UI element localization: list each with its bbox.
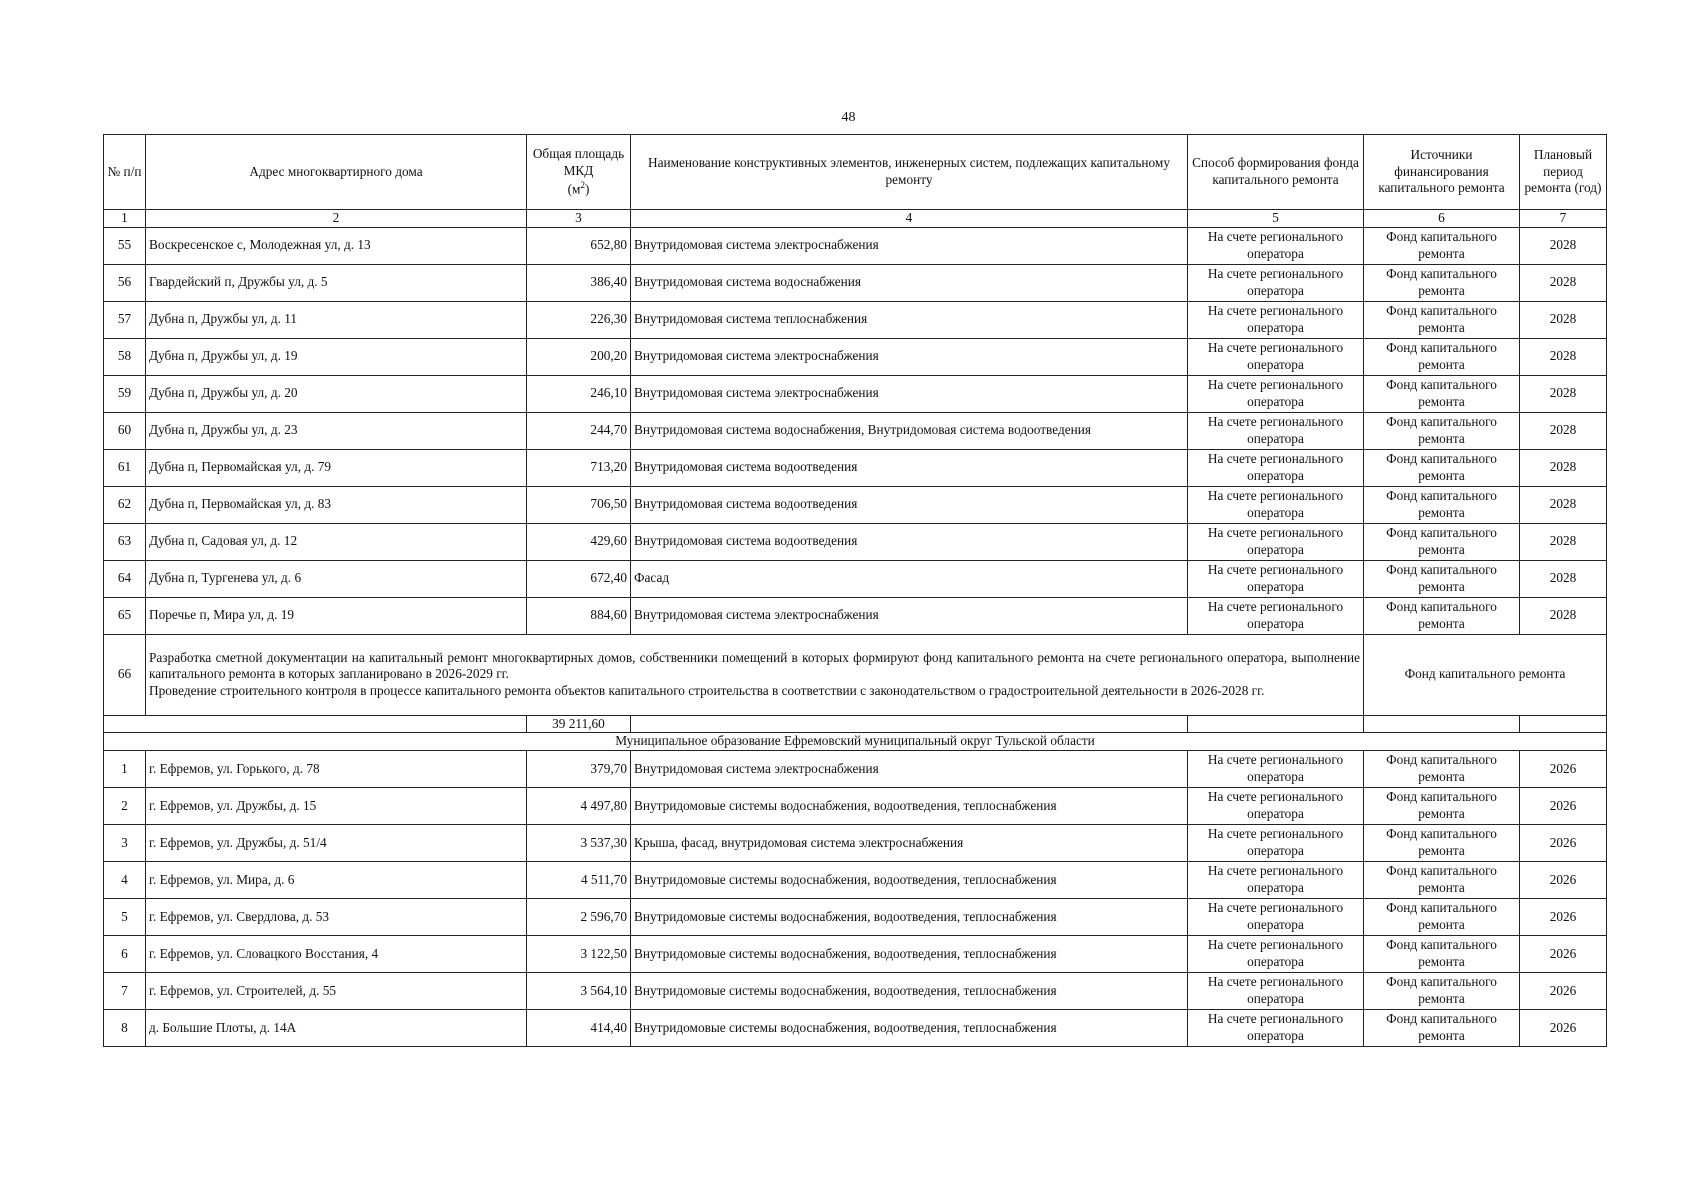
row-address: Дубна п, Дружбы ул, д. 11 [146, 301, 527, 338]
table-row [104, 412, 1607, 449]
row-method: На счете регионального оператора [1188, 523, 1364, 560]
row-num: 56 [104, 264, 146, 301]
row-source: Фонд капитального ремонта [1364, 375, 1520, 412]
table-row [104, 486, 1607, 523]
row-source: Фонд капитального ремонта [1364, 972, 1520, 1009]
row-method: На счете регионального оператора [1188, 750, 1364, 787]
row-year: 2026 [1520, 787, 1607, 824]
header-elements: Наименование конструктивных элементов, инженерных систем, подлежащих капитальному ремонту [631, 135, 1188, 210]
row-elements: Внутридомовая система водоотведения [631, 523, 1188, 560]
row-area: 706,50 [527, 486, 631, 523]
header-area [527, 135, 631, 210]
row-area: 3 564,10 [527, 972, 631, 1009]
row-elements: Фасад [631, 560, 1188, 597]
row-method: На счете регионального оператора [1188, 560, 1364, 597]
row-area: 226,30 [527, 301, 631, 338]
row-method: На счете регионального оператора [1188, 597, 1364, 634]
row-year: 2026 [1520, 824, 1607, 861]
row-year: 2028 [1520, 412, 1607, 449]
table-row [104, 227, 1607, 264]
row-area: 713,20 [527, 449, 631, 486]
header-period: Плановый период ремонта (год) [1520, 135, 1607, 210]
row-area: 652,80 [527, 227, 631, 264]
row-address: Дубна п, Дружбы ул, д. 23 [146, 412, 527, 449]
row-address: Дубна п, Тургенева ул, д. 6 [146, 560, 527, 597]
header-row [104, 135, 1607, 210]
row-num: 57 [104, 301, 146, 338]
row-area: 3 537,30 [527, 824, 631, 861]
row-num: 4 [104, 861, 146, 898]
row-source: Фонд капитального ремонта [1364, 935, 1520, 972]
row-num: 8 [104, 1009, 146, 1046]
row-address: г. Ефремов, ул. Мира, д. 6 [146, 861, 527, 898]
row-address: Дубна п, Первомайская ул, д. 83 [146, 486, 527, 523]
row-area: 200,20 [527, 338, 631, 375]
row-elements: Внутридомовая система водоснабжения [631, 264, 1188, 301]
column-number-row [104, 210, 1607, 228]
row-source: Фонд капитального ремонта [1364, 597, 1520, 634]
header-area-unit: (м [567, 181, 581, 197]
page-number: 48 [841, 110, 856, 125]
row-num: 65 [104, 597, 146, 634]
row-elements: Внутридомовая система водоотведения [631, 449, 1188, 486]
total-empty-cell [1364, 715, 1520, 733]
row-source: Фонд капитального ремонта [1364, 523, 1520, 560]
row-source: Фонд капитального ремонта [1364, 560, 1520, 597]
row-area: 4 497,80 [527, 787, 631, 824]
row-66-text [146, 634, 1364, 715]
row-address: г. Ефремов, ул. Свердлова, д. 53 [146, 898, 527, 935]
row-address: Поречье п, Мира ул, д. 19 [146, 597, 527, 634]
row-elements: Внутридомовая система электроснабжения [631, 750, 1188, 787]
row-num: 5 [104, 898, 146, 935]
table-row [104, 1009, 1607, 1046]
row-year: 2028 [1520, 264, 1607, 301]
row-area: 379,70 [527, 750, 631, 787]
row-year: 2026 [1520, 750, 1607, 787]
total-row [104, 715, 1607, 733]
row-area: 2 596,70 [527, 898, 631, 935]
total-empty-cell [1520, 715, 1607, 733]
row-area: 246,10 [527, 375, 631, 412]
column-number: 4 [631, 210, 1188, 228]
row-method: На счете регионального оператора [1188, 898, 1364, 935]
total-area: 39 211,60 [527, 715, 631, 733]
row-method: На счете регионального оператора [1188, 861, 1364, 898]
row-method: На счете регионального оператора [1188, 449, 1364, 486]
row-66-text-2: Проведение строительного контроля в процессе капитального ремонта объектов капитального строительства в соответствии с законодательством о градостроительной деятельности в 2026-2028 гг. [149, 682, 1265, 698]
row-year: 2028 [1520, 227, 1607, 264]
row-method: На счете регионального оператора [1188, 412, 1364, 449]
row-elements: Внутридомовая система электроснабжения [631, 227, 1188, 264]
table-row [104, 375, 1607, 412]
row-elements: Внутридомовые системы водоснабжения, водоотведения, теплоснабжения [631, 787, 1188, 824]
municipality-title: Муниципальное образование Ефремовский муниципальный округ Тульской области [104, 733, 1607, 751]
row-source: Фонд капитального ремонта [1364, 486, 1520, 523]
row-num: 3 [104, 824, 146, 861]
row-source: Фонд капитального ремонта [1364, 750, 1520, 787]
row-num: 64 [104, 560, 146, 597]
header-source: Источники финансирования капитального ремонта [1364, 135, 1520, 210]
column-number: 7 [1520, 210, 1607, 228]
header-area-unit-close: ) [584, 181, 590, 197]
row-area: 429,60 [527, 523, 631, 560]
table-row [104, 301, 1607, 338]
row-year: 2028 [1520, 301, 1607, 338]
column-number: 6 [1364, 210, 1520, 228]
capital-repair-table [103, 134, 1607, 1047]
row-num: 7 [104, 972, 146, 1009]
row-source: Фонд капитального ремонта [1364, 264, 1520, 301]
row-year: 2028 [1520, 486, 1607, 523]
row-method: На счете регионального оператора [1188, 935, 1364, 972]
table-row [104, 824, 1607, 861]
row-area: 244,70 [527, 412, 631, 449]
row-area: 386,40 [527, 264, 631, 301]
row-method: На счете регионального оператора [1188, 824, 1364, 861]
total-empty-cell [631, 715, 1188, 733]
table-row [104, 597, 1607, 634]
row-elements: Крыша, фасад, внутридомовая система электроснабжения [631, 824, 1188, 861]
row-num: 1 [104, 750, 146, 787]
row-elements: Внутридомовая система электроснабжения [631, 375, 1188, 412]
total-label-cell [104, 715, 527, 733]
row-method: На счете регионального оператора [1188, 264, 1364, 301]
row-address: Дубна п, Первомайская ул, д. 79 [146, 449, 527, 486]
row-area: 4 511,70 [527, 861, 631, 898]
row-num: 59 [104, 375, 146, 412]
row-method: На счете регионального оператора [1188, 486, 1364, 523]
header-area-unit-sup: 2 [580, 179, 585, 190]
row-method: На счете регионального оператора [1188, 338, 1364, 375]
table-row [104, 560, 1607, 597]
row-num: 58 [104, 338, 146, 375]
row-num: 62 [104, 486, 146, 523]
row-source: Фонд капитального ремонта [1364, 1009, 1520, 1046]
row-area: 884,60 [527, 597, 631, 634]
row-address: д. Большие Плоты, д. 14А [146, 1009, 527, 1046]
row-num: 63 [104, 523, 146, 560]
row-address: г. Ефремов, ул. Строителей, д. 55 [146, 972, 527, 1009]
row-address: г. Ефремов, ул. Горького, д. 78 [146, 750, 527, 787]
header-address: Адрес многоквартирного дома [146, 135, 527, 210]
row-elements: Внутридомовая система электроснабжения [631, 597, 1188, 634]
row-method: На счете регионального оператора [1188, 301, 1364, 338]
row-year: 2028 [1520, 338, 1607, 375]
row-year: 2026 [1520, 861, 1607, 898]
municipality-row [104, 733, 1607, 751]
row-num: 55 [104, 227, 146, 264]
row-method: На счете регионального оператора [1188, 787, 1364, 824]
table-row [104, 787, 1607, 824]
row-year: 2026 [1520, 1009, 1607, 1046]
row-source: Фонд капитального ремонта [1364, 861, 1520, 898]
row-elements: Внутридомовая система электроснабжения [631, 338, 1188, 375]
row-66-text-1: Разработка сметной документации на капитальный ремонт многоквартирных домов, собственники помещений в которых формируют фонд капитального ремонта на счете регионального оператора, выполнение капитального ремонта в которых запланировано в 2026-2029 гг. [149, 649, 1360, 682]
row-elements: Внутридомовые системы водоснабжения, водоотведения, теплоснабжения [631, 861, 1188, 898]
row-address: Дубна п, Дружбы ул, д. 19 [146, 338, 527, 375]
table-row [104, 523, 1607, 560]
row-source: Фонд капитального ремонта [1364, 338, 1520, 375]
rows-section-b [104, 750, 1607, 1046]
row-elements: Внутридомовая система водоснабжения, Внутридомовая система водоотведения [631, 412, 1188, 449]
header-area-label: Общая площадь МКД [532, 146, 625, 178]
row-year: 2028 [1520, 560, 1607, 597]
row-elements: Внутридомовые системы водоснабжения, водоотведения, теплоснабжения [631, 1009, 1188, 1046]
row-area: 414,40 [527, 1009, 631, 1046]
header-method: Способ формирования фонда капитального ремонта [1188, 135, 1364, 210]
column-number: 5 [1188, 210, 1364, 228]
row-year: 2026 [1520, 935, 1607, 972]
row-66 [104, 634, 1607, 715]
row-method: На счете регионального оператора [1188, 1009, 1364, 1046]
row-num: 6 [104, 935, 146, 972]
total-empty-cell [1188, 715, 1364, 733]
row-elements: Внутридомовые системы водоснабжения, водоотведения, теплоснабжения [631, 972, 1188, 1009]
row-method: На счете регионального оператора [1188, 375, 1364, 412]
summary-section [104, 634, 1607, 750]
row-address: Воскресенское с, Молодежная ул, д. 13 [146, 227, 527, 264]
row-address: г. Ефремов, ул. Словацкого Восстания, 4 [146, 935, 527, 972]
row-source: Фонд капитального ремонта [1364, 898, 1520, 935]
row-address: Гвардейский п, Дружбы ул, д. 5 [146, 264, 527, 301]
table-row [104, 861, 1607, 898]
header-num: № п/п [104, 135, 146, 210]
table-row [104, 972, 1607, 1009]
row-address: Дубна п, Дружбы ул, д. 20 [146, 375, 527, 412]
table-row [104, 338, 1607, 375]
row-num: 60 [104, 412, 146, 449]
row-elements: Внутридомовая система теплоснабжения [631, 301, 1188, 338]
row-source: Фонд капитального ремонта [1364, 412, 1520, 449]
row-year: 2026 [1520, 972, 1607, 1009]
column-number: 2 [146, 210, 527, 228]
row-year: 2028 [1520, 523, 1607, 560]
table-row [104, 898, 1607, 935]
table-row [104, 449, 1607, 486]
row-year: 2028 [1520, 375, 1607, 412]
rows-section-a [104, 227, 1607, 634]
row-source: Фонд капитального ремонта [1364, 449, 1520, 486]
table-row [104, 935, 1607, 972]
column-number: 1 [104, 210, 146, 228]
row-num: 61 [104, 449, 146, 486]
row-area: 672,40 [527, 560, 631, 597]
row-elements: Внутридомовые системы водоснабжения, водоотведения, теплоснабжения [631, 898, 1188, 935]
row-year: 2026 [1520, 898, 1607, 935]
row-elements: Внутридомовая система водоотведения [631, 486, 1188, 523]
row-address: Дубна п, Садовая ул, д. 12 [146, 523, 527, 560]
row-address: г. Ефремов, ул. Дружбы, д. 51/4 [146, 824, 527, 861]
row-66-source: Фонд капитального ремонта [1364, 634, 1607, 715]
row-method: На счете регионального оператора [1188, 227, 1364, 264]
row-area: 3 122,50 [527, 935, 631, 972]
row-address: г. Ефремов, ул. Дружбы, д. 15 [146, 787, 527, 824]
column-number: 3 [527, 210, 631, 228]
row-year: 2028 [1520, 449, 1607, 486]
table-row [104, 750, 1607, 787]
row-year: 2028 [1520, 597, 1607, 634]
row-source: Фонд капитального ремонта [1364, 824, 1520, 861]
row-source: Фонд капитального ремонта [1364, 787, 1520, 824]
row-elements: Внутридомовые системы водоснабжения, водоотведения, теплоснабжения [631, 935, 1188, 972]
table-row [104, 264, 1607, 301]
row-source: Фонд капитального ремонта [1364, 227, 1520, 264]
row-66-num: 66 [104, 634, 146, 715]
row-num: 2 [104, 787, 146, 824]
row-source: Фонд капитального ремонта [1364, 301, 1520, 338]
row-method: На счете регионального оператора [1188, 972, 1364, 1009]
